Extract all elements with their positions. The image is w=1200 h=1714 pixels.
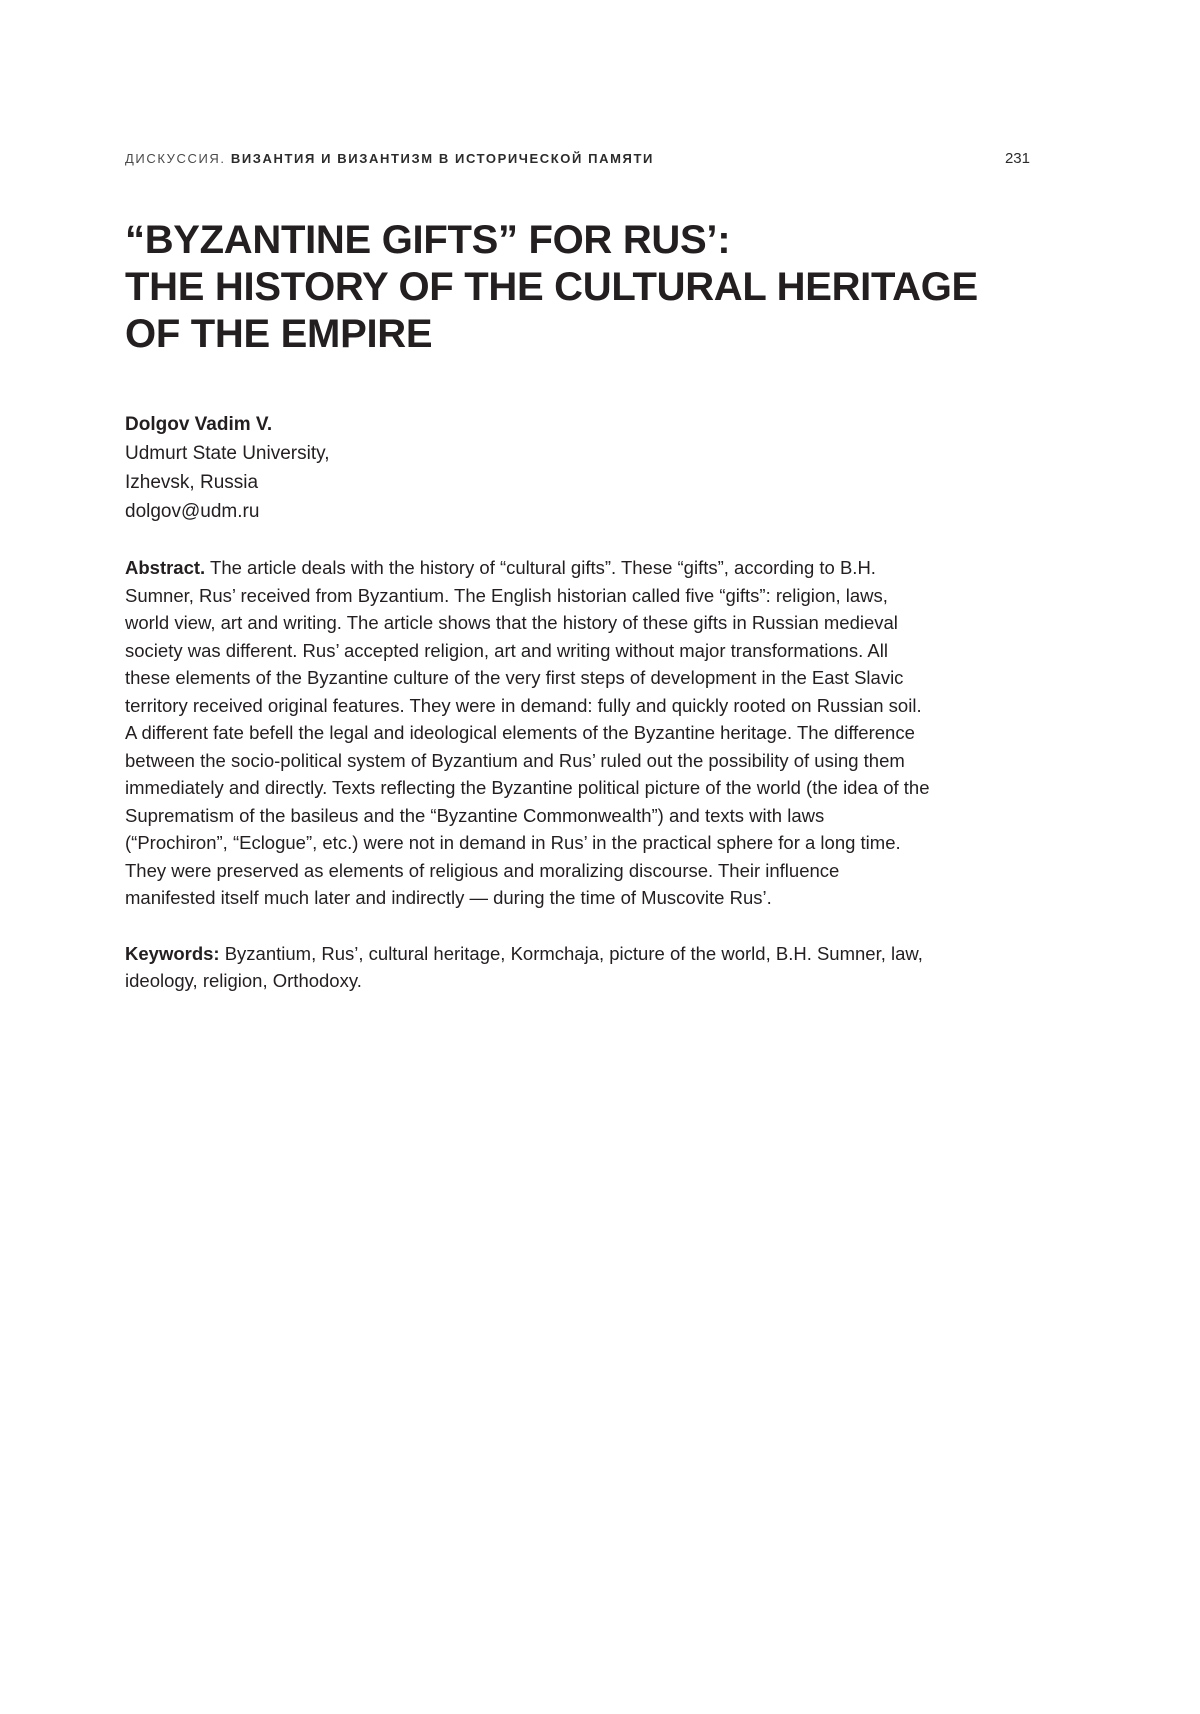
keywords-label: Keywords: [125,942,220,964]
page-content [125,150,1030,995]
author-email: dolgov@udm.ru [125,501,260,522]
abstract-paragraph [125,554,930,912]
page-number: 231 [1004,150,1030,167]
header-journal-title: ВИЗАНТИЯ И ВИЗАНТИЗМ В ИСТОРИЧЕСКОЙ ПАМЯТИ [230,151,654,166]
author-block [125,410,1030,526]
article-title-line-3: OF THE EMPIRE [125,312,433,356]
author-city: Izhevsk, Russia [125,472,259,493]
keywords-text: Byzantium, Rus’, cultural heritage, Kormchaja, picture of the world, B.H. Sumner, law, ideology, religion, Orthodoxy. [125,942,923,991]
article-title-line-1: “BYZANTINE GIFTS” FOR RUS’: [125,218,731,262]
article-title [125,217,1030,358]
running-header [125,150,1030,167]
header-section-label: ДИСКУССИЯ. [125,151,226,166]
abstract-label: Abstract. [125,557,206,578]
running-header-text [125,151,654,166]
abstract-text: The article deals with the history of “cultural gifts”. These “gifts”, according to B.H. Sumner, Rus’ received from Byzantium. The English historian called five “gifts”: religion, laws, world view, art and writing. The article shows that the history of these gifts in Russian medieval society was different. Rus’ accepted religion, art and writing without major transformations. All these elements of the Byzantine culture of the very first steps of development in the East Slavic territory received original features. They were in demand: fully and quickly rooted on Russian soil. A different fate befell the legal and ideological elements of the Byzantine heritage. The difference between the socio-political system of Byzantium and Rus’ ruled out the possibility of using them immediately and directly. Texts reflecting the Byzantine political picture of the world (the idea of the Suprematism of the basileus and the “Byzantine Commonwealth”) and texts with laws (“Prochiron”, “Eclogue”, etc.) were not in demand in Rus’ in the practical sphere for a long time. They were preserved as elements of religious and moralizing discourse. Their influence manifested itself much later and indirectly — during the time of Muscovite Rus’. [125,557,930,908]
article-title-line-2: THE HISTORY OF THE CULTURAL HERITAGE [125,265,978,309]
author-affiliation: Udmurt State University, [125,443,330,464]
author-name: Dolgov Vadim V. [125,414,273,435]
keywords-paragraph [125,940,930,995]
